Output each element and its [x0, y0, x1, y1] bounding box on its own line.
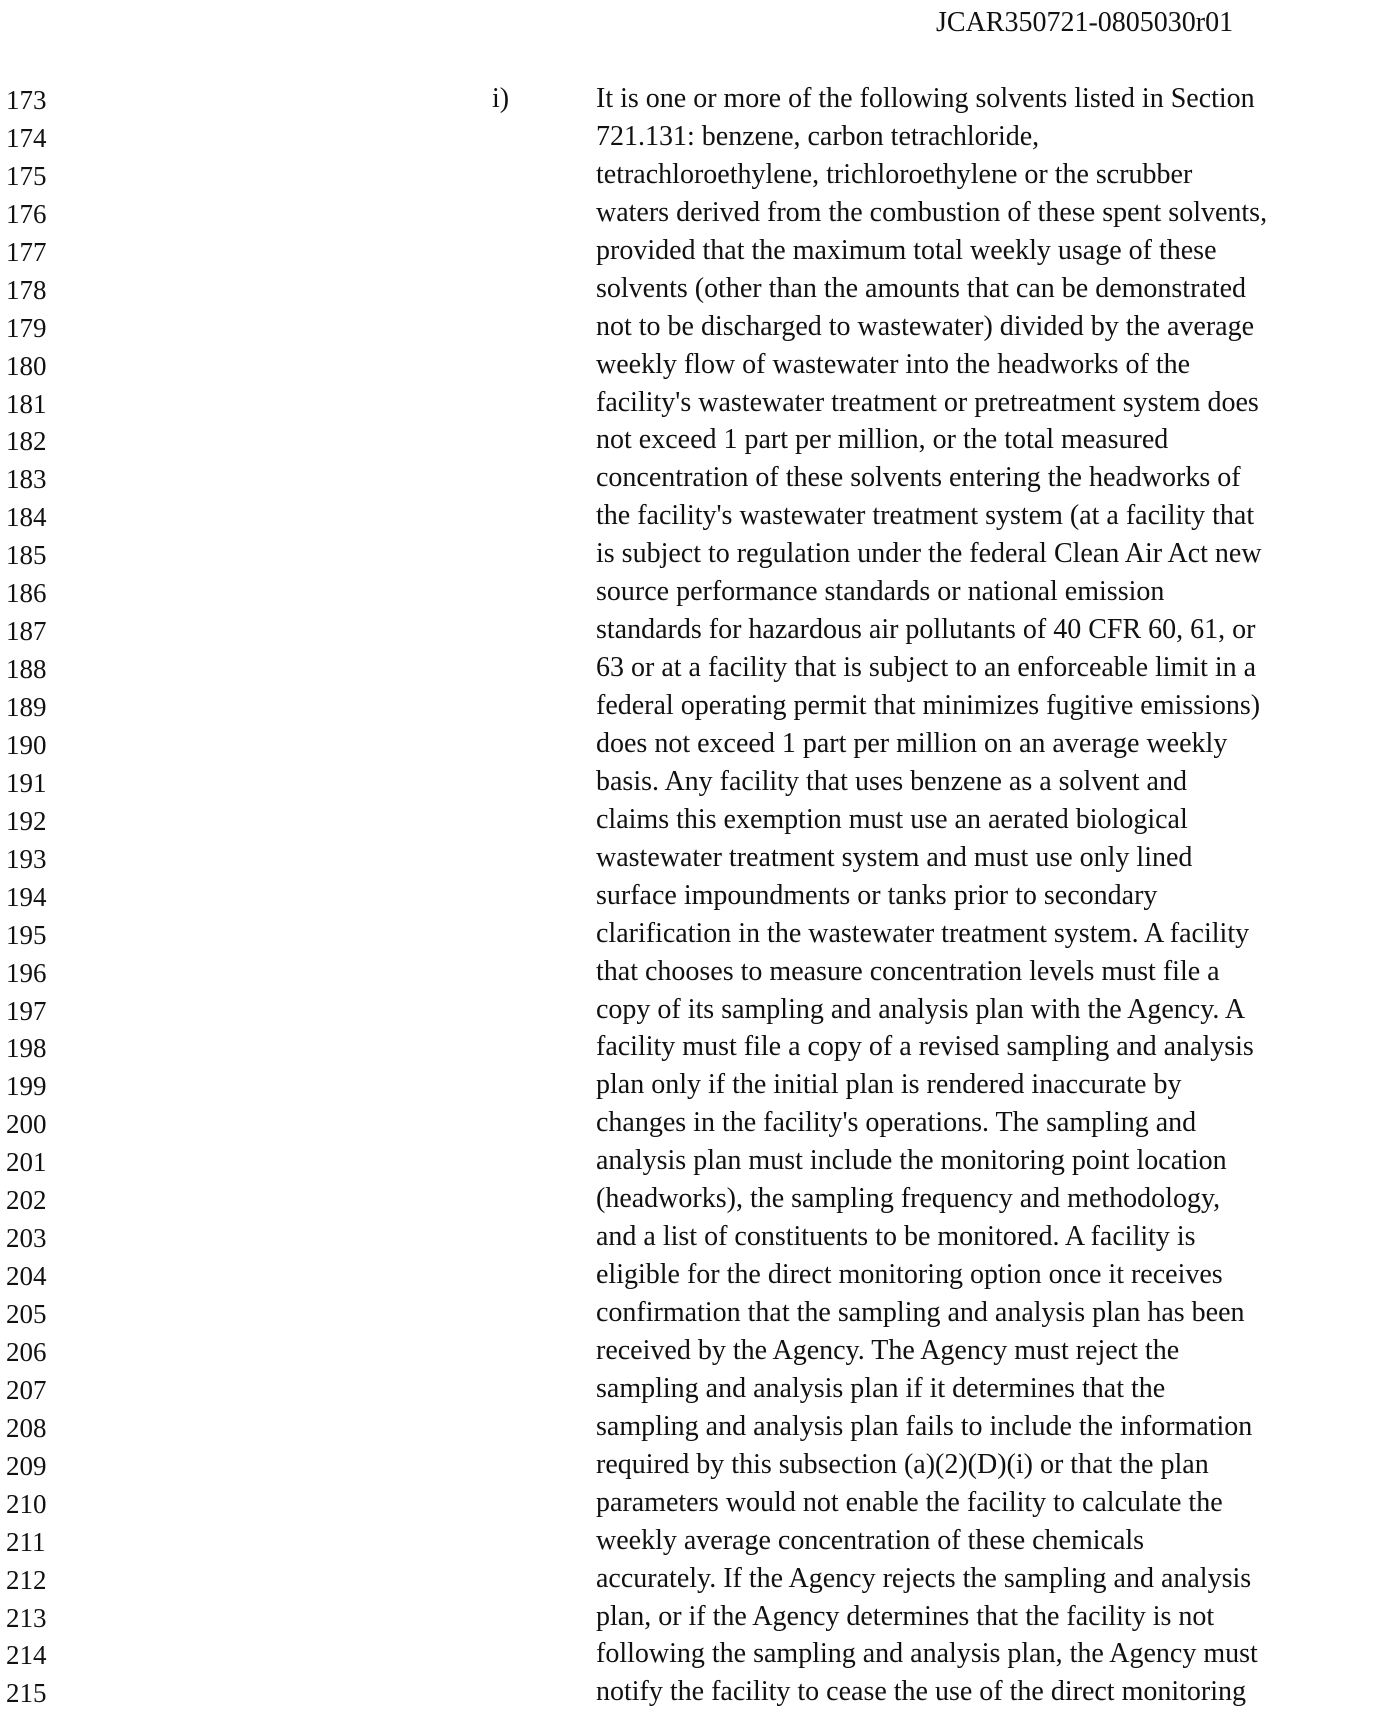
- line-number: 214: [6, 1640, 47, 1671]
- line-number: 195: [6, 919, 47, 950]
- line-number: 210: [6, 1488, 47, 1519]
- line-number: 183: [6, 464, 47, 495]
- text-line: and a list of constituents to be monitored. A facility is: [596, 1221, 1196, 1253]
- text-line: weekly flow of wastewater into the headworks of the: [596, 348, 1191, 380]
- text-line: changes in the facility's operations. The sampling and: [596, 1107, 1197, 1139]
- text-line: facility's wastewater treatment or pretreatment system does: [596, 386, 1259, 418]
- text-line: wastewater treatment system and must use only lined: [596, 841, 1193, 873]
- line-number: 205: [6, 1299, 47, 1329]
- text-line: provided that the maximum total weekly usage of these: [596, 234, 1217, 266]
- text-line: plan only if the initial plan is rendered inaccurate by: [596, 1069, 1182, 1101]
- line-number: 177: [6, 236, 47, 267]
- text-line: parameters would not enable the facility to calculate the: [596, 1486, 1223, 1518]
- text-line: eligible for the direct monitoring option once it receives: [596, 1259, 1223, 1291]
- line-number: 215: [6, 1678, 47, 1709]
- text-line: is subject to regulation under the federal Clean Air Act new: [596, 538, 1262, 570]
- text-line: notify the facility to cease the use of the direct monitoring: [596, 1676, 1247, 1708]
- line-number: 200: [6, 1109, 47, 1140]
- text-line: not exceed 1 part per million, or the total measured: [596, 424, 1169, 456]
- line-number: 184: [6, 502, 47, 533]
- text-line: not to be discharged to wastewater) divided by the average: [596, 310, 1255, 342]
- line-number: 173: [6, 85, 47, 115]
- line-number: 180: [6, 350, 47, 381]
- text-line: that chooses to measure concentration levels must file a: [596, 955, 1220, 987]
- line-number-column: [6, 82, 86, 1713]
- line-number: 194: [6, 881, 47, 912]
- text-line: basis. Any facility that uses benzene as a solvent and: [596, 765, 1187, 797]
- text-line: source performance standards or national emission: [596, 576, 1165, 608]
- line-number: 196: [6, 957, 47, 988]
- text-line: surface impoundments or tanks prior to secondary: [596, 879, 1158, 911]
- text-line: required by this subsection (a)(2)(D)(i) or that the plan: [596, 1448, 1209, 1480]
- text-line: facility must file a copy of a revised sampling and analysis: [596, 1031, 1254, 1063]
- text-line: tetrachloroethylene, trichloroethylene or the scrubber: [596, 158, 1193, 190]
- line-number: 207: [6, 1374, 47, 1405]
- line-number: 211: [6, 1526, 46, 1557]
- text-line: received by the Agency. The Agency must reject the: [596, 1334, 1180, 1366]
- line-number: 199: [6, 1071, 47, 1102]
- text-line: plan, or if the Agency determines that the facility is not: [596, 1600, 1215, 1632]
- line-number: 212: [6, 1564, 47, 1595]
- line-number: 201: [6, 1147, 47, 1178]
- document-id-header: JCAR350721-0805030r01: [936, 7, 1234, 38]
- line-number: 191: [6, 767, 47, 798]
- line-number: 187: [6, 616, 47, 647]
- line-number: 209: [6, 1450, 47, 1481]
- text-line: clarification in the wastewater treatment system. A facility: [596, 917, 1250, 949]
- text-line: (headworks), the sampling frequency and methodology,: [596, 1183, 1221, 1215]
- text-line: weekly average concentration of these chemicals: [596, 1524, 1145, 1556]
- line-number: 178: [6, 274, 47, 305]
- line-number: 181: [6, 388, 47, 419]
- line-number: 185: [6, 540, 47, 571]
- text-line: the facility's wastewater treatment system (at a facility that: [596, 500, 1255, 532]
- line-number: 175: [6, 160, 47, 191]
- line-number: 179: [6, 312, 47, 343]
- text-line: concentration of these solvents entering the headworks of: [596, 462, 1241, 494]
- text-line: following the sampling and analysis plan, the Agency must: [596, 1638, 1258, 1670]
- line-number: 174: [6, 122, 47, 153]
- subsection-body-text: [596, 80, 1386, 1711]
- line-number: 182: [6, 426, 47, 457]
- text-line: copy of its sampling and analysis plan with the Agency. A: [596, 993, 1246, 1025]
- line-number: 206: [6, 1336, 47, 1367]
- subsection-marker: i): [492, 83, 510, 114]
- line-number: 198: [6, 1033, 47, 1064]
- text-line: does not exceed 1 part per million on an average weekly: [596, 727, 1228, 759]
- text-line: analysis plan must include the monitoring point location: [596, 1145, 1227, 1177]
- line-number: 204: [6, 1261, 47, 1292]
- line-number: 203: [6, 1223, 47, 1254]
- line-number: 193: [6, 843, 47, 874]
- line-number: 202: [6, 1185, 47, 1216]
- text-line: accurately. If the Agency rejects the sampling and analysis: [596, 1562, 1252, 1594]
- line-number: 213: [6, 1602, 47, 1633]
- text-line: federal operating permit that minimizes fugitive emissions): [596, 690, 1261, 721]
- line-number: 197: [6, 995, 47, 1026]
- line-number: 190: [6, 729, 47, 760]
- line-number: 192: [6, 805, 47, 836]
- line-number: 208: [6, 1412, 47, 1443]
- line-number: 188: [6, 654, 47, 685]
- text-line: sampling and analysis plan fails to include the information: [596, 1410, 1253, 1442]
- line-number: 189: [6, 692, 47, 722]
- text-line: It is one or more of the following solvents listed in Section: [596, 83, 1255, 114]
- text-line: waters derived from the combustion of these spent solvents,: [596, 196, 1268, 228]
- text-line: confirmation that the sampling and analysis plan has been: [596, 1297, 1245, 1328]
- text-line: standards for hazardous air pollutants of 40 CFR 60, 61, or: [596, 614, 1256, 646]
- line-number: 186: [6, 578, 47, 609]
- line-number: 176: [6, 198, 47, 229]
- text-line: sampling and analysis plan if it determines that the: [596, 1372, 1166, 1404]
- text-line: 63 or at a facility that is subject to an enforceable limit in a: [596, 652, 1257, 684]
- text-line: solvents (other than the amounts that can be demonstrated: [596, 272, 1247, 304]
- text-line: 721.131: benzene, carbon tetrachloride,: [596, 120, 1040, 152]
- text-line: claims this exemption must use an aerated biological: [596, 803, 1188, 835]
